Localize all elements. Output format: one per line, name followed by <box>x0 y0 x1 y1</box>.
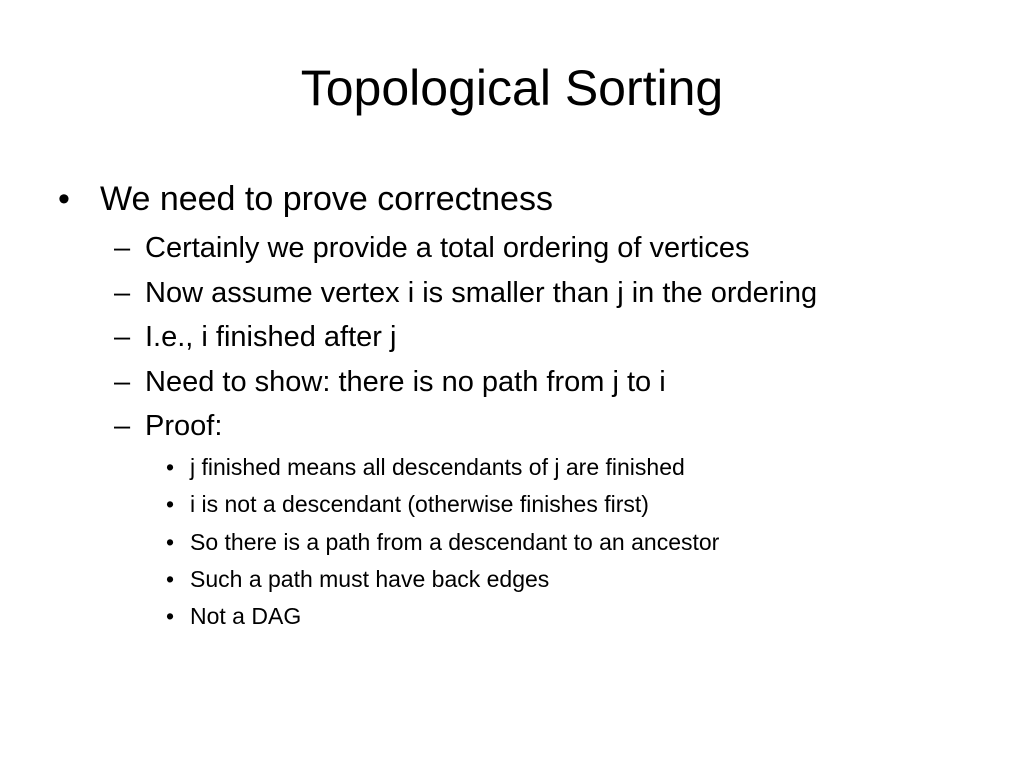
bullet-icon: • <box>166 529 175 555</box>
slide-title: Topological Sorting <box>300 60 724 116</box>
sub-bullet-text: Now assume vertex i is smaller than j in the ordering <box>145 277 818 309</box>
bullet-text: We need to prove correctness <box>100 180 553 218</box>
bullet-icon: • <box>166 603 175 629</box>
bullet-icon: • <box>166 566 175 592</box>
dash-icon: – <box>114 277 131 309</box>
sub-sub-bullet-text: j finished means all descendants of j are finished <box>190 454 685 480</box>
dash-icon: – <box>114 410 131 442</box>
dash-icon: – <box>114 232 131 264</box>
bullet-icon: • <box>58 180 70 218</box>
sub-sub-bullet-text: Such a path must have back edges <box>190 566 550 592</box>
sub-bullet-text: Proof: <box>145 410 223 442</box>
sub-sub-bullet-text: So there is a path from a descendant to an ancestor <box>190 529 720 555</box>
sub-sub-bullet-text: i is not a descendant (otherwise finishes first) <box>190 491 649 517</box>
dash-icon: – <box>114 321 131 353</box>
sub-bullet-text: Certainly we provide a total ordering of vertices <box>145 232 750 264</box>
bullet-icon: • <box>166 491 175 517</box>
dash-icon: – <box>114 366 131 398</box>
sub-bullet-text: Need to show: there is no path from j to i <box>145 366 666 398</box>
sub-sub-bullet-text: Not a DAG <box>190 603 302 629</box>
bullet-icon: • <box>166 454 175 480</box>
sub-bullet-text: I.e., i finished after j <box>145 321 397 353</box>
